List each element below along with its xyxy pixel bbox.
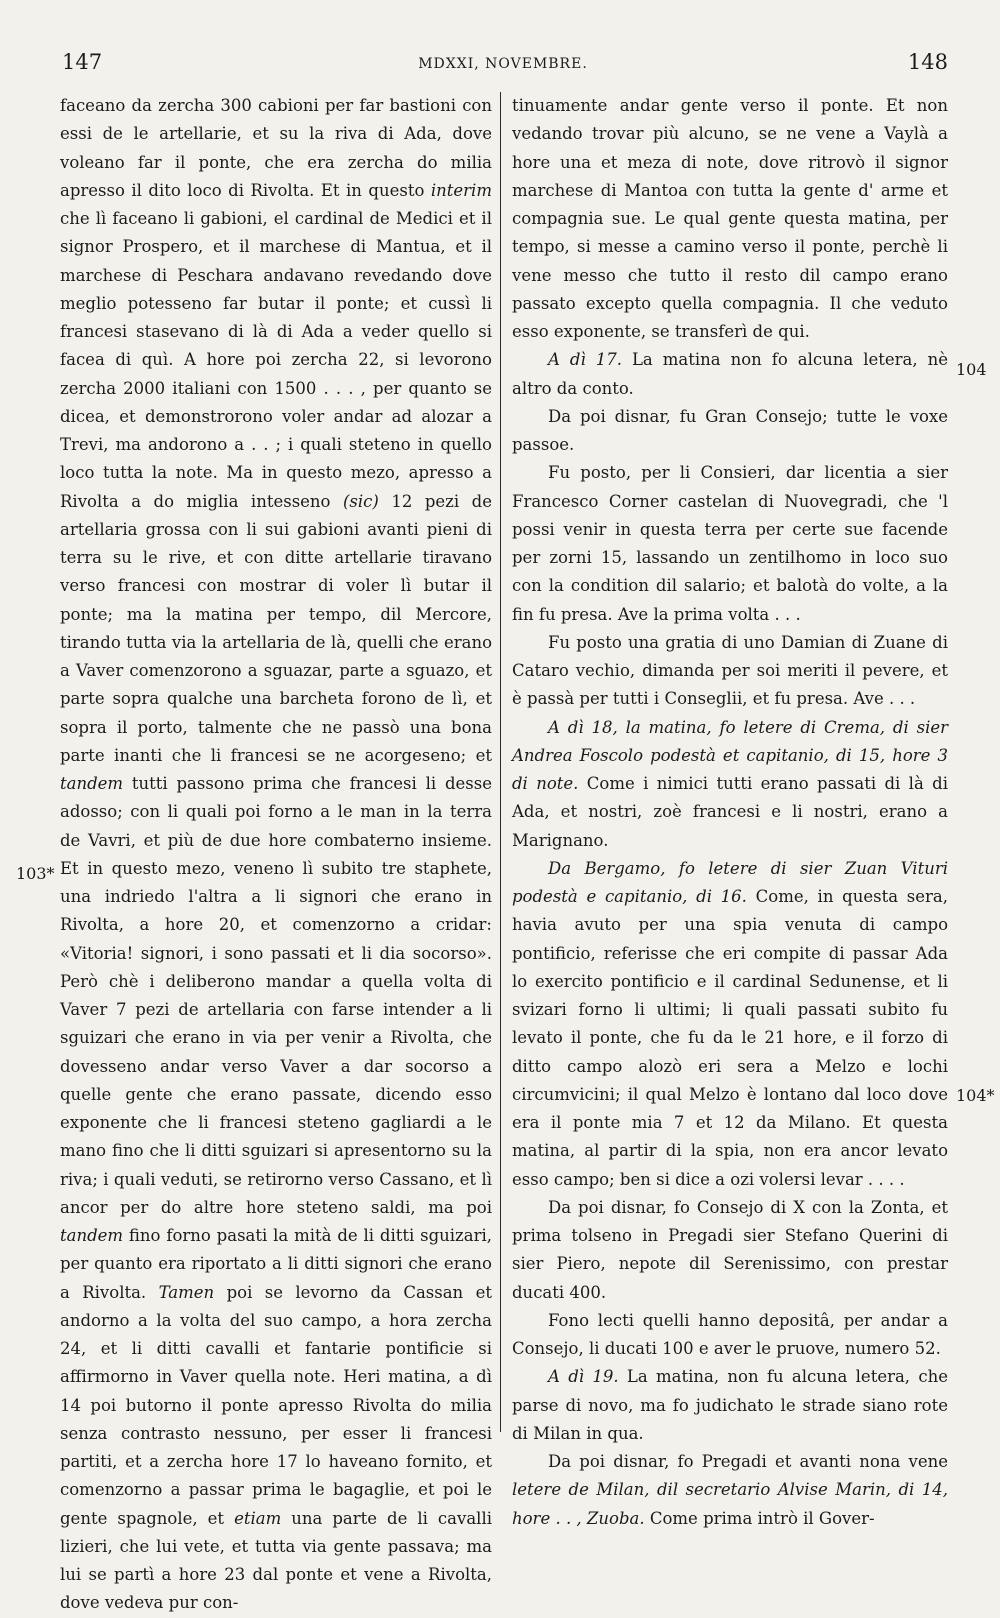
paragraph: A dì 18, la matina, fo letere di Crema, di sier Andrea Foscolo podestà et capitanio, di 15, hore 3 di note. Come i nimici tutti erano passati di là di Ada, et nostri, zoè francesi e li nostri, erano a Marignano.	[512, 717, 948, 850]
margin-note-103: 103*	[16, 864, 55, 883]
page-header	[48, 44, 958, 80]
paragraph: A dì 17. La matina non fo alcuna letera, nè altro da conto.	[512, 350, 948, 398]
running-title: MDXXI, NOVEMBRE.	[418, 56, 588, 72]
page-number-left: 147	[62, 50, 103, 74]
page-number-right: 148	[907, 50, 948, 74]
paragraph: Da poi disnar, fu Gran Consejo; tutte le voxe passoe.	[512, 406, 948, 454]
left-column	[60, 92, 492, 1618]
margin-note-104-star: 104*	[956, 1086, 995, 1105]
paragraph: Da poi disnar, fo Consejo di X con la Zonta, et prima tolseno in Pregadi sier Stefano Querini di sier Piero, nepote dil Serenissimo, con prestar ducati 400.	[512, 1197, 948, 1302]
paragraph: Da Bergamo, fo letere di sier Zuan Vituri podestà e capitanio, di 16. Come, in questa sera, havia avuto per una spia venuta di campo pontificio, referisse che eri compite di passar Ada lo exercito pontificio e il cardinal Sedunense, et li svizari forno li ultimi; li quali passati subito fu levato il ponte, che fu da le 21 hore, e il forzo di ditto campo alozò eri sera a Melzo e lochi circumvicini; il qual Melzo è lontano dal loco dove era il ponte mia 7 et 12 da Milano. Et questa matina, al partir di la spia, non era ancor levato esso campo; ben si dice a ozi volersi levar . . . .	[512, 858, 948, 1189]
paragraph: A dì 19. La matina, non fu alcuna letera, che parse di novo, ma fo judichato le strade siano rote di Milan in qua.	[512, 1367, 948, 1443]
paragraph: Fono lecti quelli hanno depositâ, per andar a Consejo, li ducati 100 e aver le pruove, numero 52.	[512, 1310, 948, 1358]
paragraph: tinuamente andar gente verso il ponte. Et non vedando trovar più alcuno, se ne vene a Vaylà a hore una et meza di note, dove ritrovò il signor marchese di Mantoa con tutta la gente d' arme et compagnia sue. Le qual gente questa matina, per tempo, si messe a camino verso il ponte, perchè li vene messo che tutto il resto dil campo erano passato excepto quella compagnia. Il che veduto esso exponente, se transferì de qui.	[512, 96, 948, 341]
paragraph: Fu posto, per li Consieri, dar licentia a sier Francesco Corner castelan di Nuovegradi, che 'l possi venir in questa terra per certe sue facende per zorni 15, lassando un zentilhomo in loco suo con la condition dil salario; et balotà do volte, a la fin fu presa. Ave la prima volta . . .	[512, 463, 948, 624]
paragraph: faceano da zercha 300 cabioni per far bastioni con essi de le artellarie, et su la riva di Ada, dove voleano far il ponte, che era zercha do milia apresso il dito loco di Rivolta. Et in questo interim che lì faceano li gabioni, el cardinal de Medici et il signor Prospero, et il marchese di Mantua, et il marchese di Peschara andavano revedando dove meglio potesseno far butar il ponte; et cussì li francesi stasevano di là di Ada a veder quello si facea di quì. A hore poi zercha 22, si levorono zercha 2000 italiani con 1500 . . . , per quanto se dicea, et demonstrorono voler andar ad alozar a Trevi, ma andorono a . . ; i quali steteno in quello loco tutta la note. Ma in questo mezo, apresso a Rivolta a do miglia intesseno (sic) 12 pezi de artellaria grossa con li sui gabioni avanti pieni di terra su le rive, et con ditte artellarie tiravano verso francesi con mostrar di voler lì butar il ponte; ma la matina per tempo, dil Mercore, tirando tutta via la artellaria de là, quelli che erano a Vaver comenzorono a sguazar, parte a sguazo, et parte sopra qualche una barcheta forono de lì, et sopra il porto, talmente che ne passò una bona parte inanti che li francesi se ne acorgeseno; et tandem tutti passono prima che francesi li desse adosso; con li quali poi forno a le man in la terra de Vavri, et più de due hore combaterno insieme. Et in questo mezo, veneno lì subito tre staphete, una indriedo l'altra a li signori che erano in Rivolta, a hore 20, et comenzorno a cridar: «Vitoria! signori, i sono passati et li dia socorso». Però chè i deliberono mandar a quella volta di Vaver 7 pezi de artellaria con farse intender a li sguizari che erano in via per venir a Rivolta, che dovesseno andar verso Vaver a dar socorso a quelle gente che erano passate, dicendo esso exponente che li francesi steteno gagliardi a le mano fino che li ditti sguizari si apresentorno su la riva; i quali veduti, se retirorno verso Cassano, et lì ancor per do altre hore steteno saldi, ma poi tandem fino forno pasati la mità de li ditti sguizari, per quanto era riportato a li ditti signori che erano a Rivolta. Tamen poi se levorno da Cassan et andorno a la volta del suo campo, a hora zercha 24, et li ditti cavalli et fantarie pontificie si affirmorno in Vaver quella note. Heri matina, a dì 14 poi butorno il ponte apresso Rivolta do milia senza contrasto nessuno, per esser li francesi partiti, et a zercha hore 17 lo haveano fornito, et comenzorno a passar prima le bagaglie, et poi le gente spagnole, et etiam una parte de li cavalli lizieri, che lui vete, et tutta via gente passava; ma lui se partì a hore 23 dal ponte et vene a Rivolta, dove vedeva pur con-	[60, 96, 492, 1613]
margin-note-104: 104	[956, 360, 987, 379]
column-divider	[500, 92, 501, 1432]
right-column	[512, 92, 948, 1533]
paragraph: Da poi disnar, fo Pregadi et avanti nona vene letere de Milan, dil secretario Alvise Marin, di 14, hore . . , Zuoba. Come prima intrò il Gover-	[512, 1452, 948, 1528]
paragraph: Fu posto una gratia di uno Damian di Zuane di Cataro vechio, dimanda per soi meriti il pevere, et è passà per tutti i Conseglii, et fu presa. Ave . . .	[512, 632, 948, 709]
